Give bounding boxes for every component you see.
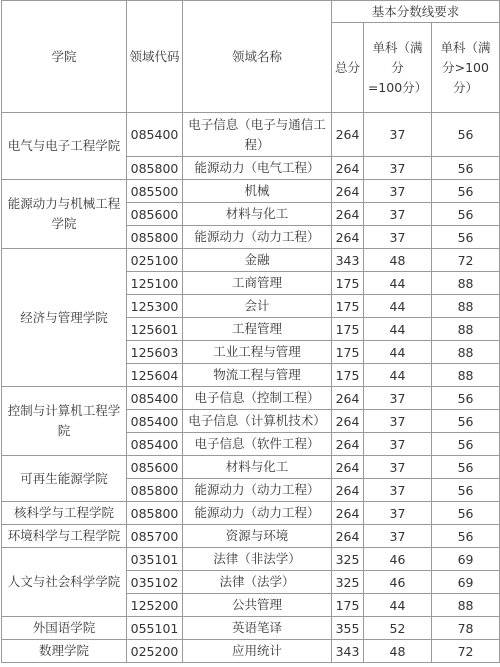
school-cell: 经济与管理学院: [2, 249, 127, 387]
code-cell: 125603: [127, 341, 183, 364]
single-low-cell: 48: [364, 249, 432, 272]
single-low-cell: 37: [364, 456, 432, 479]
name-cell: 法律（法学）: [183, 571, 332, 594]
code-cell: 125300: [127, 295, 183, 318]
table-row: [2, 502, 500, 525]
name-cell: 能源动力（动力工程）: [183, 226, 332, 249]
single-low-cell: 37: [364, 410, 432, 433]
single-high-cell: 88: [432, 318, 500, 341]
table-row: [2, 113, 500, 157]
name-cell: 电子信息（软件工程）: [183, 433, 332, 456]
single-high-cell: 88: [432, 295, 500, 318]
table-row: [2, 525, 500, 548]
single-high-cell: 88: [432, 272, 500, 295]
code-cell: 085500: [127, 180, 183, 203]
single-high-cell: 56: [432, 410, 500, 433]
single-low-cell: 37: [364, 479, 432, 502]
school-cell: 控制与计算机工程学院: [2, 387, 127, 456]
total-cell: 175: [332, 272, 364, 295]
total-cell: 175: [332, 318, 364, 341]
single-low-cell: 44: [364, 341, 432, 364]
single-high-cell: 78: [432, 617, 500, 640]
total-cell: 264: [332, 525, 364, 548]
school-cell: 电气与电子工程学院: [2, 113, 127, 180]
total-cell: 264: [332, 410, 364, 433]
total-cell: 264: [332, 113, 364, 157]
total-cell: 264: [332, 180, 364, 203]
total-cell: 175: [332, 341, 364, 364]
header-single-high: [432, 23, 500, 113]
single-high-cell: 56: [432, 226, 500, 249]
table-row: [2, 617, 500, 640]
code-cell: 085800: [127, 479, 183, 502]
name-cell: 能源动力（电气工程）: [183, 157, 332, 180]
single-low-cell: 44: [364, 318, 432, 341]
code-cell: 035101: [127, 548, 183, 571]
header-school: 学院: [2, 1, 127, 113]
total-cell: 264: [332, 387, 364, 410]
name-cell: 工商管理: [183, 272, 332, 295]
code-cell: 085600: [127, 456, 183, 479]
table-row: [2, 640, 500, 663]
total-cell: 343: [332, 640, 364, 663]
total-cell: 325: [332, 571, 364, 594]
single-high-cell: 56: [432, 479, 500, 502]
code-cell: 125601: [127, 318, 183, 341]
header-code: 领域代码: [127, 1, 183, 113]
name-cell: 英语笔译: [183, 617, 332, 640]
header-name: 领域名称: [183, 1, 332, 113]
name-cell: 能源动力（动力工程）: [183, 479, 332, 502]
total-cell: 175: [332, 594, 364, 617]
header-single-high-l3: 分）: [453, 79, 479, 95]
single-high-cell: 88: [432, 341, 500, 364]
school-cell: 外国语学院: [2, 617, 127, 640]
total-cell: 264: [332, 226, 364, 249]
code-cell: 085400: [127, 433, 183, 456]
code-cell: 085400: [127, 410, 183, 433]
total-cell: 264: [332, 433, 364, 456]
code-cell: 085800: [127, 226, 183, 249]
school-cell: 人文与社会科学学院: [2, 548, 127, 617]
single-low-cell: 46: [364, 548, 432, 571]
name-cell: 工业工程与管理: [183, 341, 332, 364]
table-header: [2, 1, 500, 113]
name-cell: 能源动力（动力工程）: [183, 502, 332, 525]
code-cell: 085800: [127, 502, 183, 525]
single-high-cell: 56: [432, 456, 500, 479]
school-cell: 环境科学与工程学院: [2, 525, 127, 548]
single-high-cell: 56: [432, 157, 500, 180]
total-cell: 175: [332, 364, 364, 387]
table-row: [2, 249, 500, 272]
single-high-cell: 72: [432, 640, 500, 663]
single-low-cell: 37: [364, 113, 432, 157]
single-low-cell: 44: [364, 295, 432, 318]
name-cell: 机械: [183, 180, 332, 203]
total-cell: 355: [332, 617, 364, 640]
single-low-cell: 46: [364, 571, 432, 594]
total-cell: 325: [332, 548, 364, 571]
name-cell: 工程管理: [183, 318, 332, 341]
single-high-cell: 56: [432, 433, 500, 456]
name-cell: 材料与化工: [183, 203, 332, 226]
table-row: [2, 456, 500, 479]
header-single-low-l2: 分: [391, 59, 404, 75]
header-single-low-l3: =100分）: [367, 79, 428, 95]
table-row: [2, 180, 500, 203]
name-cell: 应用统计: [183, 640, 332, 663]
name-cell: 材料与化工: [183, 456, 332, 479]
single-high-cell: 56: [432, 502, 500, 525]
name-cell: 会计: [183, 295, 332, 318]
code-cell: 125604: [127, 364, 183, 387]
header-single-high-l2: 分>100: [442, 59, 489, 75]
header-single-low: [364, 23, 432, 113]
table-row: [2, 387, 500, 410]
single-high-cell: 56: [432, 180, 500, 203]
single-high-cell: 56: [432, 203, 500, 226]
single-high-cell: 88: [432, 364, 500, 387]
name-cell: 电子信息（电子与通信工程）: [183, 113, 332, 157]
code-cell: 125100: [127, 272, 183, 295]
code-cell: 085400: [127, 387, 183, 410]
total-cell: 264: [332, 479, 364, 502]
header-single-low-l1: 单科（满: [372, 39, 423, 55]
total-cell: 264: [332, 203, 364, 226]
total-cell: 175: [332, 295, 364, 318]
code-cell: 025200: [127, 640, 183, 663]
name-cell: 法律（非法学）: [183, 548, 332, 571]
single-high-cell: 56: [432, 113, 500, 157]
header-total: 总分: [332, 23, 364, 113]
school-cell: 数理学院: [2, 640, 127, 663]
single-low-cell: 52: [364, 617, 432, 640]
single-low-cell: 37: [364, 387, 432, 410]
single-low-cell: 44: [364, 594, 432, 617]
single-low-cell: 37: [364, 433, 432, 456]
single-low-cell: 37: [364, 157, 432, 180]
single-high-cell: 56: [432, 525, 500, 548]
name-cell: 资源与环境: [183, 525, 332, 548]
single-high-cell: 69: [432, 571, 500, 594]
name-cell: 物流工程与管理: [183, 364, 332, 387]
single-low-cell: 37: [364, 502, 432, 525]
header-group: 基本分数线要求: [332, 1, 500, 23]
single-high-cell: 69: [432, 548, 500, 571]
school-cell: 可再生能源学院: [2, 456, 127, 502]
single-low-cell: 44: [364, 364, 432, 387]
single-low-cell: 37: [364, 203, 432, 226]
table-body: [2, 113, 500, 663]
school-cell: 能源动力与机械工程学院: [2, 180, 127, 249]
score-table: [1, 0, 500, 663]
single-low-cell: 37: [364, 180, 432, 203]
single-low-cell: 37: [364, 226, 432, 249]
single-high-cell: 56: [432, 387, 500, 410]
name-cell: 电子信息（计算机技术）: [183, 410, 332, 433]
total-cell: 264: [332, 456, 364, 479]
single-high-cell: 88: [432, 594, 500, 617]
single-high-cell: 72: [432, 249, 500, 272]
total-cell: 264: [332, 157, 364, 180]
code-cell: 055101: [127, 617, 183, 640]
school-cell: 核科学与工程学院: [2, 502, 127, 525]
name-cell: 电子信息（控制工程）: [183, 387, 332, 410]
code-cell: 085600: [127, 203, 183, 226]
code-cell: 085700: [127, 525, 183, 548]
name-cell: 公共管理: [183, 594, 332, 617]
code-cell: 025100: [127, 249, 183, 272]
code-cell: 085400: [127, 113, 183, 157]
table-row: [2, 548, 500, 571]
total-cell: 264: [332, 502, 364, 525]
code-cell: 125200: [127, 594, 183, 617]
name-cell: 金融: [183, 249, 332, 272]
single-low-cell: 44: [364, 272, 432, 295]
code-cell: 085800: [127, 157, 183, 180]
total-cell: 343: [332, 249, 364, 272]
single-low-cell: 48: [364, 640, 432, 663]
header-single-high-l1: 单科（满: [440, 39, 491, 55]
code-cell: 035102: [127, 571, 183, 594]
single-low-cell: 37: [364, 525, 432, 548]
